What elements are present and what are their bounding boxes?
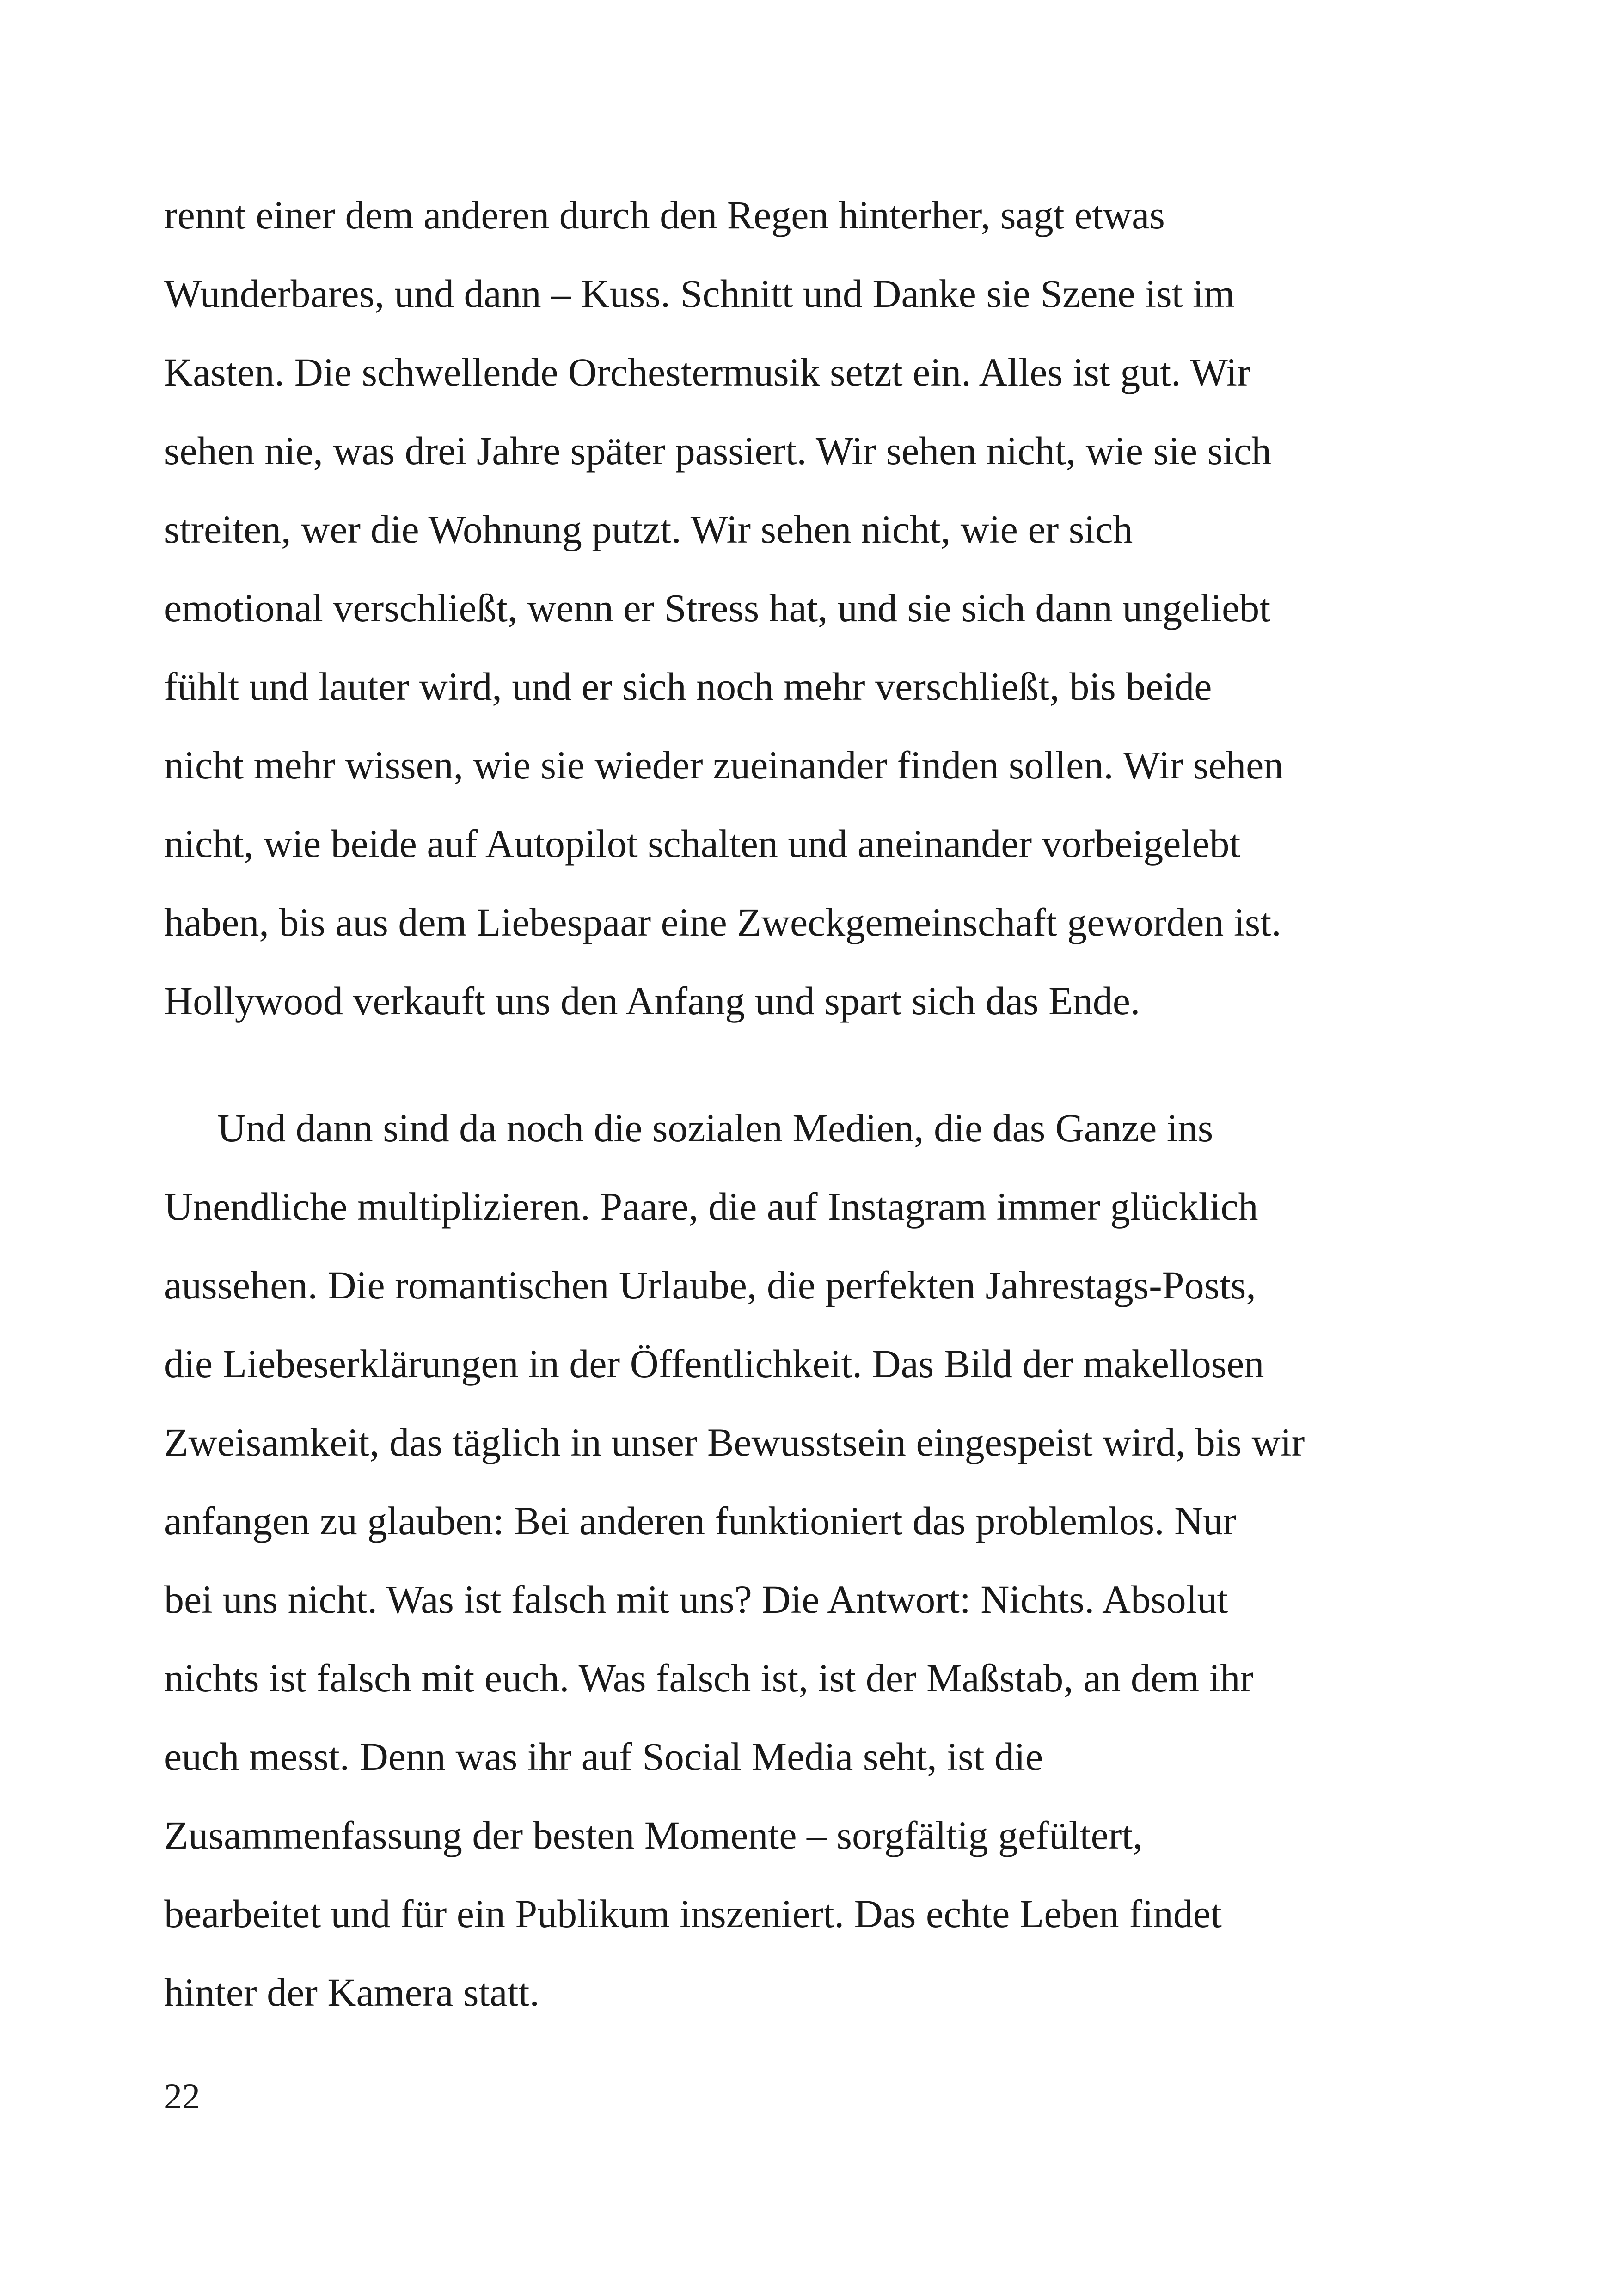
text-line: nicht mehr wissen, wie sie wieder zueinander finden sollen. Wir sehen [164, 743, 1284, 787]
text-line: rennt einer dem anderen durch den Regen hinterher, sagt etwas [164, 193, 1165, 237]
text-line: bearbeitet und für ein Publikum inszeniert. Das echte Leben findet [164, 1892, 1222, 1936]
text-line: fühlt und lauter wird, und er sich noch mehr verschließt, bis beide [164, 664, 1212, 709]
text-line: Wunderbares, und dann – Kuss. Schnitt und Danke sie Szene ist im [164, 271, 1235, 316]
text-line: nicht, wie beide auf Autopilot schalten und aneinander vorbeigelebt [164, 821, 1241, 866]
paragraph-1 [164, 176, 1459, 1040]
text-line: Zusammenfassung der besten Momente – sorgfältig gefültert, [164, 1813, 1143, 1857]
paragraph-2 [164, 1089, 1459, 2032]
text-line: Zweisamkeit, das täglich in unser Bewusstsein eingespeist wird, bis wir [164, 1420, 1305, 1464]
text-line: anfangen zu glauben: Bei anderen funktioniert das problemlos. Nur [164, 1499, 1236, 1543]
text-line: die Liebeserklärungen in der Öffentlichkeit. Das Bild der makellosen [164, 1341, 1264, 1386]
text-line: Unendliche multiplizieren. Paare, die auf Instagram immer glücklich [164, 1184, 1258, 1229]
text-line: Kasten. Die schwellende Orchestermusik setzt ein. Alles ist gut. Wir [164, 350, 1250, 394]
text-line: euch messt. Denn was ihr auf Social Media seht, ist die [164, 1734, 1043, 1779]
text-line: nichts ist falsch mit euch. Was falsch ist, ist der Maßstab, an dem ihr [164, 1656, 1254, 1700]
text-line: Hollywood verkauft uns den Anfang und spart sich das Ende. [164, 979, 1140, 1023]
text-line: Und dann sind da noch die sozialen Medien, die das Ganze ins [217, 1106, 1214, 1150]
text-line: streiten, wer die Wohnung putzt. Wir sehen nicht, wie er sich [164, 507, 1133, 551]
text-line: hinter der Kamera statt. [164, 1970, 539, 2014]
text-line: haben, bis aus dem Liebespaar eine Zweckgemeinschaft geworden ist. [164, 900, 1281, 944]
text-line: sehen nie, was drei Jahre später passiert. Wir sehen nicht, wie sie sich [164, 429, 1272, 473]
text-line: emotional verschließt, wenn er Stress hat, und sie sich dann ungeliebt [164, 586, 1271, 630]
text-line: bei uns nicht. Was ist falsch mit uns? Die Antwort: Nichts. Absolut [164, 1577, 1228, 1622]
page-number: 22 [164, 2076, 200, 2116]
text-line: aussehen. Die romantischen Urlaube, die perfekten Jahrestags-Posts, [164, 1263, 1256, 1307]
